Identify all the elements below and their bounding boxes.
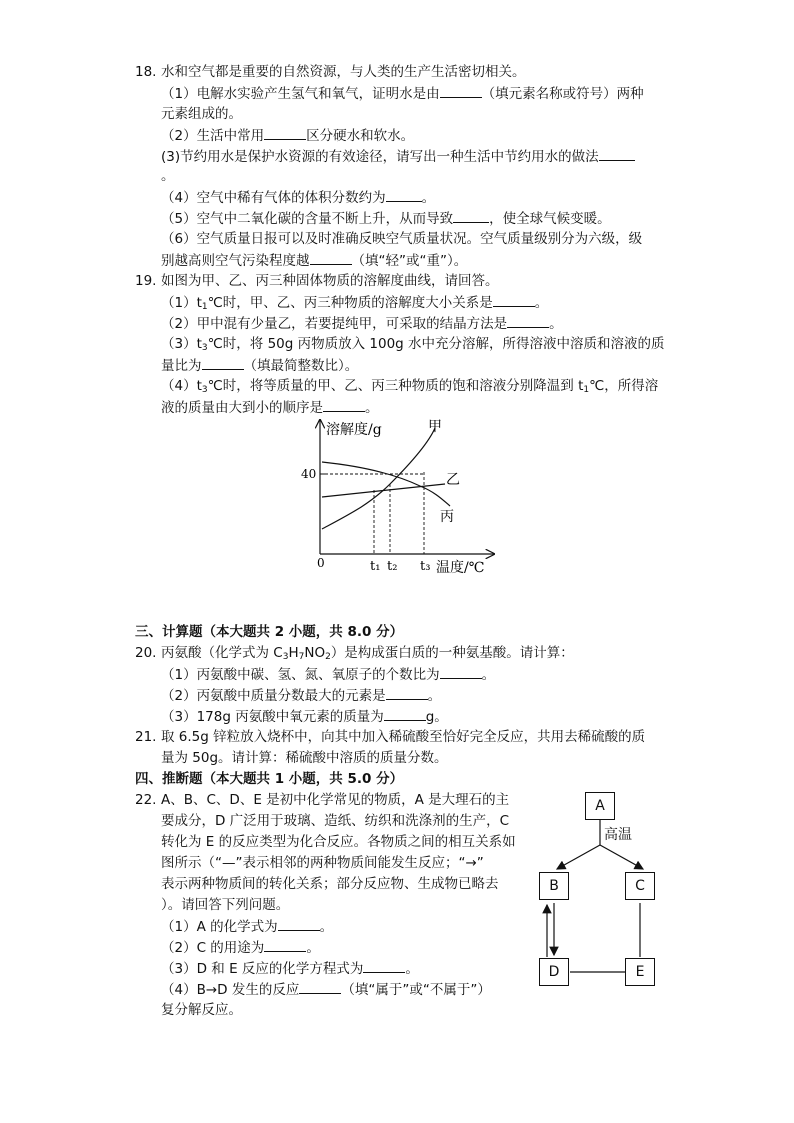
q18-part6-cont	[161, 250, 467, 271]
question-text: 。	[427, 688, 442, 704]
q18-part3-cont	[161, 166, 175, 186]
node-c: C	[625, 872, 655, 900]
question-text: （5）空气中二氧化碳的含量不断上升，从而导致	[161, 211, 454, 227]
tick-t1: t₁	[370, 559, 381, 574]
subscript: 1	[583, 385, 590, 395]
question-number: 22.	[135, 792, 157, 808]
section-4-title: 四、推断题（本大题共 1 小题，共 5.0 分）	[135, 771, 404, 787]
question-text: （4）t	[161, 378, 202, 394]
q18-part2-line	[161, 125, 414, 146]
question-text: NO	[304, 645, 326, 661]
answer-blank	[278, 916, 320, 931]
arrow-a-to-c	[600, 845, 643, 869]
subscript: 1	[201, 302, 208, 312]
answer-blank	[202, 355, 244, 370]
question-text: 水和空气都是重要的自然资源，与人类的生产生活密切相关。	[161, 64, 526, 80]
node-b: B	[539, 872, 569, 900]
answer-blank	[323, 397, 365, 412]
q18-part4-line	[161, 187, 435, 208]
question-text: ）是构成蛋白质的一种氨基酸。请计算：	[330, 645, 574, 661]
question-text: 。	[549, 316, 563, 332]
section-3-title: 三、计算题（本大题共 2 小题，共 8.0 分）	[135, 624, 404, 640]
question-text: 量为 50g。请计算：稀硫酸中溶质的质量分数。	[161, 750, 448, 766]
solubility-graph	[300, 414, 500, 584]
question-text: （1）丙氨酸中碳、氢、氮、氧原子的个数比为	[161, 667, 440, 683]
q20-part3-line	[161, 706, 448, 727]
question-text: 。	[421, 190, 436, 206]
question-text: 。	[534, 295, 549, 311]
question-text: 。	[306, 940, 320, 956]
question-text: 丙氨酸（化学式为 C	[161, 645, 283, 661]
y-axis-label: 溶解度/g	[326, 422, 382, 438]
question-number: 20.	[135, 645, 157, 661]
answer-blank	[440, 664, 482, 679]
subscript: 3	[282, 652, 289, 662]
question-text: 。	[481, 667, 496, 683]
answer-blank	[440, 83, 482, 98]
question-text: 。	[319, 919, 334, 935]
answer-blank	[493, 292, 535, 307]
answer-blank	[507, 313, 549, 328]
label-bing: 丙	[440, 509, 454, 525]
question-text: 。	[161, 168, 175, 184]
question-text: （6）空气质量日报可以及时准确反映空气质量状况。空气质量级别分为六级，级	[161, 231, 643, 247]
question-number: 18.	[135, 64, 157, 80]
q18-stem-line	[135, 62, 526, 82]
q19-part3-cont	[161, 355, 358, 376]
q22-part4-line	[161, 979, 491, 1000]
q22-stem-line2: 要成分，D 广泛用于玻璃、造纸、纺织和洗涤剂的生产，C	[161, 813, 510, 829]
node-e: E	[625, 958, 655, 986]
answer-blank	[299, 979, 341, 994]
q22-stem-line5: 表示两种物质间的转化关系；部分反应物、生成物已略去	[161, 876, 499, 892]
tick-t2: t₂	[387, 559, 398, 574]
q18-part6-line	[161, 229, 642, 249]
answer-blank	[599, 146, 635, 161]
answer-blank	[264, 937, 306, 952]
q18-part5-line	[161, 208, 611, 229]
tick-t3: t₃	[420, 559, 431, 574]
question-text: （2）甲中混有少量乙，若要提纯甲，可采取的结晶方法是	[161, 316, 508, 332]
question-text: H	[288, 645, 299, 661]
question-text: （3）178g 丙氨酸中氧元素的质量为	[161, 709, 384, 725]
question-text: ，使全球气候变暖。	[489, 211, 611, 227]
q22-part2-line	[161, 937, 320, 958]
q22-stem-line	[135, 790, 509, 810]
question-text: （填“属于”或“不属于”）	[341, 982, 491, 998]
question-text: （3）D 和 E 反应的化学方程式为	[161, 961, 364, 977]
question-text: （填最简整数比）。	[243, 358, 359, 374]
answer-blank	[386, 685, 428, 700]
question-text: ℃时，将等质量的甲、乙、丙三种物质的饱和溶液分别降温到 t	[207, 378, 584, 394]
question-number: 21.	[135, 729, 157, 745]
q18-part3-line	[161, 146, 635, 167]
q22-part4-cont: 复分解反应。	[161, 1002, 242, 1018]
question-text: ℃，所得溶	[589, 378, 659, 394]
q20-part1-line	[161, 664, 495, 685]
reaction-condition: 高温	[604, 827, 632, 843]
question-text: （1）电解水实验产生氢气和氧气，证明水是由	[161, 86, 440, 102]
x-axis-label: 温度/℃	[436, 560, 485, 576]
question-number: 19.	[135, 273, 157, 289]
q18-part1-cont	[161, 104, 242, 124]
curve-bing	[322, 462, 450, 506]
q22-part3-line	[161, 958, 419, 979]
q18-part1-line	[161, 83, 644, 104]
q19-stem-line	[135, 271, 499, 291]
question-text: (3)节约用水是保护水资源的有效途径，请写出一种生活中节约用水的做法	[161, 149, 599, 165]
answer-blank	[363, 958, 405, 973]
node-d: D	[539, 958, 569, 986]
question-text: 别越高则空气污染程度越	[161, 253, 310, 269]
answer-blank	[386, 187, 422, 202]
question-text: ℃时，甲、乙、丙三种物质的溶解度大小关系是	[207, 295, 493, 311]
question-text: 。	[405, 961, 419, 977]
question-text: 元素组成的。	[161, 106, 242, 122]
y-tick-40: 40	[301, 467, 317, 481]
q19-part2-line	[161, 313, 563, 334]
question-text: （3）t	[161, 336, 202, 352]
question-text: 。	[365, 400, 379, 416]
q22-stem-line4: 图所示（“—”表示相邻的两种物质间能发生反应；“→”	[161, 855, 484, 871]
q22-stem-line6: ）。请回答下列问题。	[161, 897, 290, 913]
answer-blank	[453, 208, 489, 223]
label-jia: 甲	[428, 419, 442, 435]
subscript: 2	[325, 652, 331, 662]
question-text: g。	[425, 709, 448, 725]
question-text: 液的质量由大到小的顺序是	[161, 400, 323, 416]
node-a: A	[585, 792, 615, 820]
subscript: 3	[201, 385, 208, 395]
question-text: A、B、C、D、E 是初中化学常见的物质，A 是大理石的主	[161, 792, 510, 808]
question-text: 区分硬水和软水。	[306, 128, 415, 144]
origin-label: 0	[317, 556, 325, 570]
label-yi: 乙	[446, 472, 460, 488]
arrow-a-to-b	[557, 845, 600, 869]
curve-jia	[322, 428, 435, 529]
question-text: 取 6.5g 锌粒放入烧杯中，向其中加入稀硫酸至恰好完全反应，共用去稀硫酸的质	[161, 729, 646, 745]
q21-stem-cont	[161, 748, 448, 768]
question-text: （4）B→D 发生的反应	[161, 982, 300, 998]
question-text: （2）丙氨酸中质量分数最大的元素是	[161, 688, 386, 704]
answer-blank	[384, 706, 426, 721]
question-text: 如图为甲、乙、丙三种固体物质的溶解度曲线，请回答。	[161, 273, 499, 289]
question-text: （2）生活中常用	[161, 128, 265, 144]
q22-part1-line	[161, 916, 333, 937]
question-text: （2）C 的用途为	[161, 940, 265, 956]
curve-yi	[322, 484, 445, 497]
question-text: （4）空气中稀有气体的体积分数约为	[161, 190, 386, 206]
answer-blank	[264, 125, 306, 140]
answer-blank	[310, 250, 352, 265]
subscript: 3	[201, 343, 208, 353]
question-text: （填元素名称或符号）两种	[481, 86, 644, 102]
question-text: （1）A 的化学式为	[161, 919, 278, 935]
q20-part2-line	[161, 685, 441, 706]
question-text: ℃时，将 50g 丙物质放入 100g 水中充分溶解，所得溶液中溶质和溶液的质	[207, 336, 665, 352]
question-text: （1）t	[161, 295, 202, 311]
q22-stem-line3: 转化为 E 的反应类型为化合反应。各物质之间的相互关系如	[161, 834, 516, 850]
question-text: 量比为	[161, 358, 202, 374]
subscript: 7	[298, 652, 305, 662]
q21-stem-line	[135, 727, 645, 747]
question-text: （填“轻”或“重”）。	[351, 253, 468, 269]
